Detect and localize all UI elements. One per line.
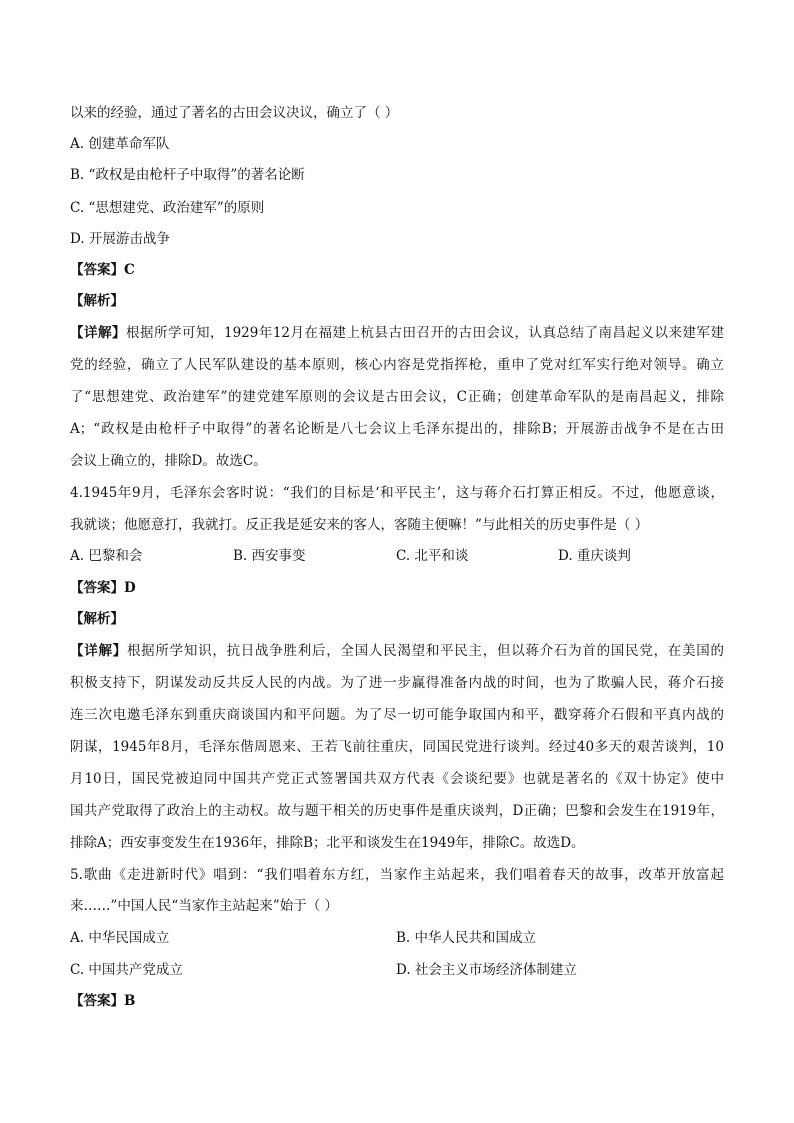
q5-option-c: C. 中国共产党成立 (70, 962, 183, 978)
q5-option-a: A. 中华民国成立 (70, 930, 170, 946)
answer-tag: 【答案】 (70, 580, 124, 596)
q4-detail-line-6: 国共产党取得了政治上的主动权。故与题干相关的历史事件是重庆谈判，D正确；巴黎和会发生在1919年， (70, 803, 724, 819)
q5-answer (70, 991, 724, 1011)
answer-value: C (124, 262, 135, 278)
q5-option-b: B. 中华人民共和国成立 (396, 930, 537, 946)
q3-option-b: B. “政权是由枪杆子中取得”的著名论断 (70, 167, 305, 183)
q4-detail-line-1 (70, 641, 724, 661)
q3-answer (70, 260, 724, 280)
q3-option-a: A. 创建革命军队 (70, 136, 170, 152)
q3-detail-line-2: 党的经验，确立了人民军队建设的基本原则，核心内容是党指挥枪，重申了党对红军实行绝对领导。确立 (70, 357, 724, 373)
q4-detail-line-3: 连三次电邀毛泽东到重庆商谈国内和平问题。为了尽一切可能争取国内和平，戳穿蒋介石假和平真内战的 (70, 707, 724, 723)
q4-option-d: D. 重庆谈判 (558, 548, 631, 564)
q3-option-c: C. “思想建党、政治建军”的原则 (70, 200, 265, 216)
q5-option-d: D. 社会主义市场经济体制建立 (396, 962, 577, 978)
q3-detail-line-1 (70, 323, 724, 343)
q4-detail-line-7: 排除A；西安事变发生在1936年，排除B；北平和谈发生在1949年，排除C。故选D。 (70, 835, 585, 851)
q5-stem-line-2: 来……”中国人民“当家作主站起来”始于（ ） (70, 898, 338, 914)
q4-option-b: B. 西安事变 (233, 548, 306, 564)
q3-detail-line-3: 了“思想建党、政治建军”的建党建军原则的会议是古田会议，C正确；创建革命军队的是南昌起义，排除 (70, 389, 724, 405)
q3-option-d: D. 开展游击战争 (70, 231, 170, 247)
q4-stem-line-2: 我就谈；他愿意打，我就打。反正我是延安来的客人，客随主便嘛！”与此相关的历史事件是（ ） (70, 517, 649, 533)
detail-text: 根据所学知识，抗日战争胜利后，全国人民渴望和平民主，但以蒋介石为首的国民党，在美国的 (126, 643, 725, 659)
q4-analysis-tag: 【解析】 (70, 611, 124, 627)
answer-tag: 【答案】 (70, 262, 124, 278)
detail-tag: 【详解】 (70, 643, 127, 659)
q3-analysis-tag: 【解析】 (70, 293, 124, 309)
q4-detail-line-4: 阴谋，1945年8月，毛泽东偕周恩来、王若飞前往重庆，同国民党进行谈判。经过40多天的艰苦谈判，10 (70, 739, 724, 755)
answer-tag: 【答案】 (70, 993, 124, 1009)
answer-value: B (124, 993, 136, 1009)
q4-detail-line-2: 积极支持下，阴谋发动反共反人民的内战。为了进一步赢得准备内战的时间，也为了欺骗人民，蒋介石接 (70, 675, 724, 691)
q3-stem-tail: 以来的经验，通过了著名的古田会议决议，确立了（ ） (70, 105, 399, 121)
detail-text: 根据所学可知，1929年12月在福建上杭县古田召开的古田会议，认真总结了南昌起义以来建军建 (126, 325, 724, 341)
q4-option-c: C. 北平和谈 (396, 548, 469, 564)
q4-option-a: A. 巴黎和会 (70, 548, 143, 564)
detail-tag: 【详解】 (70, 325, 126, 341)
q5-stem-line-1: 5.歌曲《走进新时代》唱到：“我们唱着东方红，当家作主站起来，我们唱着春天的故事，改革开放富起 (70, 867, 724, 883)
q3-detail-line-5: 会议上确立的，排除D。故选C。 (70, 453, 267, 469)
q4-stem-line-1: 4.1945年9月，毛泽东会客时说：“我们的目标是‘和平民主’，这与蒋介石打算正相反。不过，他愿意谈， (70, 485, 724, 501)
q4-answer (70, 578, 724, 598)
q4-detail-line-5: 月10日，国民党被迫同中国共产党正式签署国共双方代表《会谈纪要》也就是著名的《双十协定》使中 (70, 771, 724, 787)
q3-detail-line-4: A；“政权是由枪杆子中取得”的著名论断是八七会议上毛泽东提出的，排除B；开展游击战争不是在古田 (70, 421, 724, 437)
answer-value: D (124, 580, 136, 596)
